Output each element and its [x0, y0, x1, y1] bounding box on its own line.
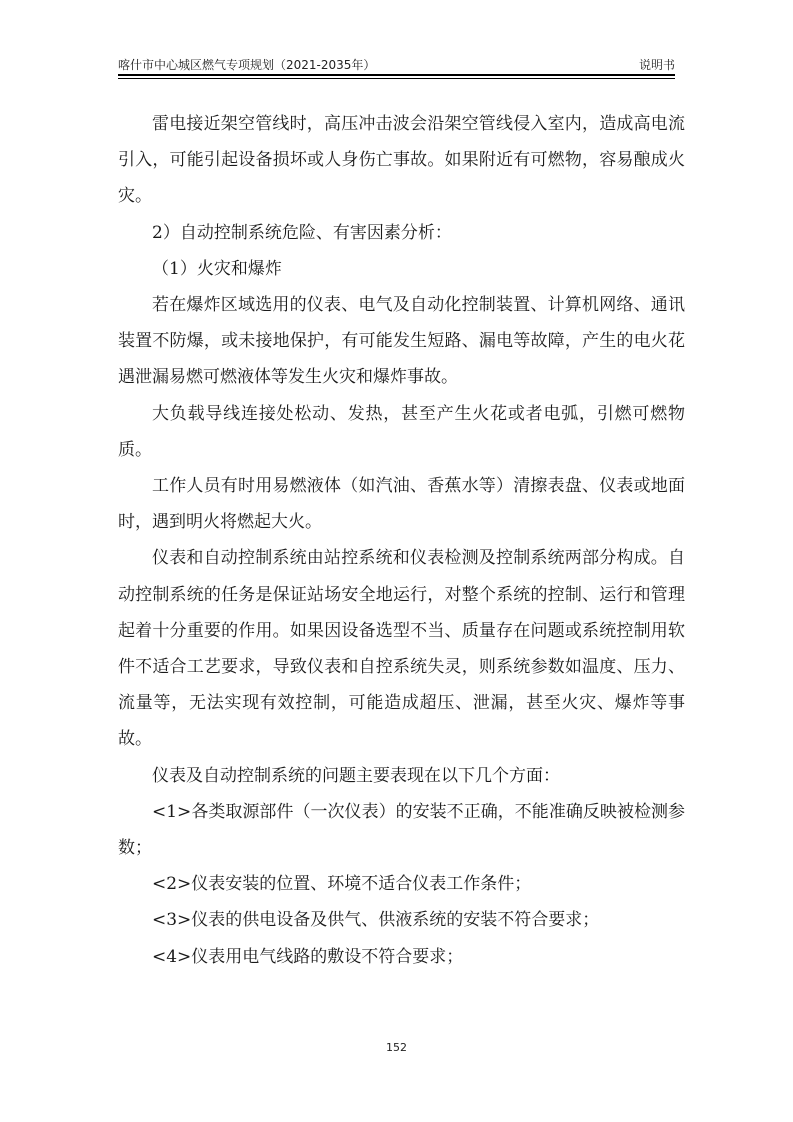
document-title: 喀什市中心城区燃气专项规划（2021-2035年）: [118, 58, 376, 72]
list-item: <1>各类取源部件（一次仪表）的安装不正确，不能准确反映被检测参数；: [118, 801, 685, 859]
header-rule-thick: [118, 74, 675, 76]
document-section-label: 说明书: [638, 58, 675, 72]
list-item: <4>仪表用电气线路的敷设不符合要求；: [152, 946, 464, 967]
list-item: <3>仪表的供电设备及供气、供液系统的安装不符合要求；: [152, 910, 600, 931]
paragraph: 工作人员有时用易燃液体（如汽油、香蕉水等）清擦表盘、仪表或地面时，遇到明火将燃起大火。: [118, 476, 685, 533]
paragraph: 雷电接近架空管线时，高压冲击波会沿架空管线侵入室内，造成高电流引入，可能引起设备损坏或人身伤亡事故。如果附近有可燃物，容易酿成火灾。: [118, 114, 685, 207]
section-heading: 2）自动控制系统危险、有害因素分析：: [152, 222, 452, 243]
body-text: [118, 106, 685, 975]
page-header: [118, 52, 675, 74]
paragraph: 仪表和自动控制系统由站控系统和仪表检测及控制系统两部分构成。自动控制系统的任务是保证站场安全地运行，对整个系统的控制、运行和管理起着十分重要的作用。如果因设备选型不当、质量存在问题或系统控制用软件不适合工艺要求，导致仪表和自控系统失灵，则系统参数如温度、压力、流量等，无法实现有效控制，可能造成超压、泄漏，甚至火灾、爆炸等事故。: [118, 548, 685, 750]
page-number: 152: [386, 1041, 407, 1054]
subsection-heading: （1）火灾和爆炸: [152, 258, 282, 279]
paragraph: 大负载导线连接处松动、发热，甚至产生火花或者电弧，引燃可燃物质。: [118, 403, 685, 460]
paragraph: 仪表及自动控制系统的问题主要表现在以下几个方面：: [152, 765, 560, 786]
paragraph: 若在爆炸区域选用的仪表、电气及自动化控制装置、计算机网络、通讯装置不防爆，或未接地保护，有可能发生短路、漏电等故障，产生的电火花遇泄漏易燃可燃液体等发生火灾和爆炸事故。: [118, 295, 685, 388]
list-item: <2>仪表安装的位置、环境不适合仪表工作条件；: [152, 874, 532, 895]
header-rule-thin: [118, 78, 675, 79]
